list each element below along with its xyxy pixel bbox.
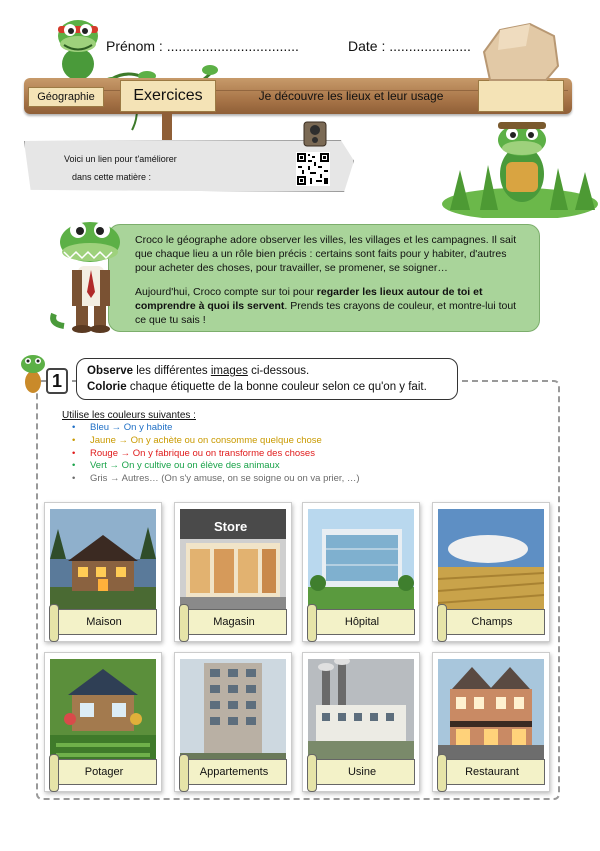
picture-card-house bbox=[44, 502, 162, 642]
rock-decoration-icon bbox=[480, 22, 560, 82]
picture-card-shop bbox=[174, 502, 292, 642]
color-legend-green: • Vert → On y cultive ou on élève des animaux bbox=[72, 460, 360, 473]
date-field[interactable]: Date : ..................... bbox=[348, 38, 471, 54]
card-label-usine[interactable]: Usine bbox=[309, 759, 415, 785]
lesson-title: Je découvre les lieux et leur usage bbox=[258, 89, 444, 103]
picture-card-factory bbox=[302, 652, 420, 792]
picture-card-garden bbox=[44, 652, 162, 792]
card-label-maison[interactable]: Maison bbox=[51, 609, 157, 635]
instr-observe: Observe bbox=[87, 365, 134, 377]
blank-tag bbox=[478, 80, 564, 112]
card-label-hopital[interactable]: Hôpital bbox=[309, 609, 415, 635]
house-picture-icon bbox=[50, 509, 156, 613]
colors-legend-title: Utilise les couleurs suivantes : bbox=[62, 410, 196, 421]
card-label-potager[interactable]: Potager bbox=[51, 759, 157, 785]
intro-p2-start: Aujourd'hui, Croco compte sur toi pour bbox=[135, 286, 317, 298]
card-label-magasin[interactable]: Magasin bbox=[181, 609, 287, 635]
exercise-instructions bbox=[76, 358, 458, 400]
crocodile-small-icon bbox=[18, 352, 48, 394]
fields-picture-icon bbox=[438, 509, 544, 613]
color-legend-red: • Rouge → On y fabrique ou on transforme des choses bbox=[72, 448, 360, 461]
intro-p2-bold: regarder les lieux autour de toi et comprendre à quoi ils servent bbox=[135, 286, 483, 312]
crocodile-geographer-icon bbox=[50, 214, 128, 334]
qr-code-icon[interactable] bbox=[296, 152, 330, 186]
link-box-text-line2: dans cette matière : bbox=[72, 172, 152, 182]
instr-mid: les différentes bbox=[133, 365, 211, 377]
instruction-line-2 bbox=[87, 379, 447, 395]
card-label-restaurant[interactable]: Restaurant bbox=[439, 759, 545, 785]
exercise-type-tag: Exercices bbox=[120, 80, 216, 112]
picture-card-apartments bbox=[174, 652, 292, 792]
subject-tag: Géographie bbox=[28, 87, 104, 107]
shop-sign-text: Store bbox=[214, 519, 248, 534]
hospital-picture-icon bbox=[308, 509, 414, 613]
intro-speech-bubble bbox=[108, 224, 540, 332]
instruction-line-1 bbox=[87, 363, 447, 379]
picture-card-restaurant bbox=[432, 652, 550, 792]
intro-p2-end: . Prends tes crayons de couleur, et montre-lui tout ce que tu sais ! bbox=[135, 300, 517, 326]
exercise-number: 1 bbox=[46, 368, 68, 394]
color-legend-yellow: • Jaune → On y achète ou on consomme quelque chose bbox=[72, 435, 360, 448]
prenom-field[interactable]: Prénom : .................................. bbox=[106, 38, 299, 54]
card-label-appartements[interactable]: Appartements bbox=[181, 759, 287, 785]
picture-card-fields bbox=[432, 502, 550, 642]
colors-legend bbox=[72, 422, 360, 486]
restaurant-picture-icon bbox=[438, 659, 544, 763]
color-legend-blue: • Bleu → On y habite bbox=[72, 422, 360, 435]
color-legend-gray: • Gris → Autres… (On s'y amuse, on se soigne ou on va prier, …) bbox=[72, 473, 360, 486]
instr-line2-end: chaque étiquette de la bonne couleur selon ce qu'on y fait. bbox=[126, 381, 427, 393]
link-box-text-line1: Voici un lien pour t'améliorer bbox=[64, 154, 177, 164]
card-label-champs[interactable]: Champs bbox=[439, 609, 545, 635]
instr-images: images bbox=[210, 365, 248, 377]
apartments-picture-icon bbox=[180, 659, 286, 763]
intro-paragraph-1: Croco le géographe adore observer les villes, les villages et les campagnes. Il sait que chaque lieu a un rôle bien précis : certains sont faits pour y habiter, d'autres pour acheter des choses, pour travailler, se promener, se soigner… bbox=[135, 234, 517, 274]
picture-card-hospital bbox=[302, 502, 420, 642]
instr-colorie: Colorie bbox=[87, 381, 127, 393]
sign-post bbox=[162, 112, 172, 140]
speaker-icon bbox=[300, 120, 330, 148]
instr-end: ci-dessous. bbox=[247, 365, 310, 377]
intro-paragraph-2 bbox=[135, 285, 527, 327]
crocodile-explorer-icon bbox=[440, 110, 600, 218]
factory-picture-icon bbox=[308, 659, 414, 763]
shop-picture-icon bbox=[180, 509, 286, 613]
garden-picture-icon bbox=[50, 659, 156, 763]
